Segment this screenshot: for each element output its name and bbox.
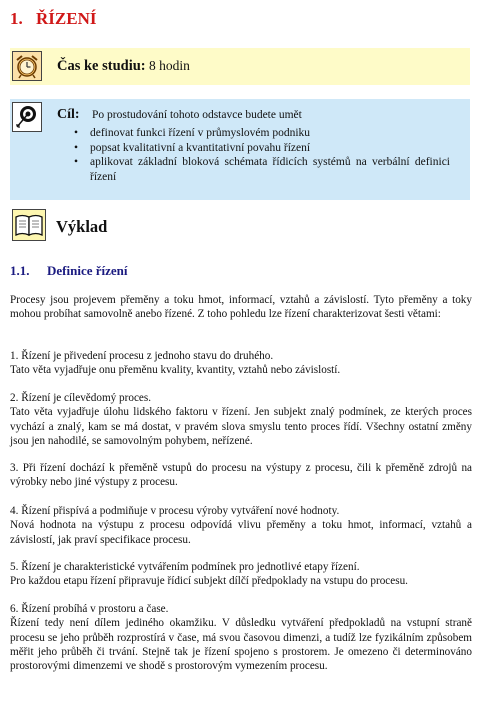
point-text: Řízení tedy není dílem jediného okamžiku. V důsledku vytváření předpokladů na vstupní straně procesu se jeho průběh rozprostírá v čase, má svou časovou dimenzi, a tudíž lze fyzikálním způsobem měřit jeho průběh či trvání. Stejně tak je řízení spojeno s prostorem. Je omezeno či determinováno prostorovými dimenzemi ve shodě s prostorovým vymezením procesu. — [10, 617, 472, 673]
point-6 — [10, 602, 472, 673]
study-time-text — [57, 58, 190, 75]
point-heading: 6. Řízení probíhá v prostoru a čase. — [10, 603, 169, 615]
point-heading: 3. Při řízení dochází k přeměně vstupů do procesu na výstupy z procesu, čili k přeměně zdrojů na výrobky nebo jiné výstupy z procesu. — [10, 462, 472, 489]
point-text: Pro každou etapu řízení připravuje řídicí subjekt dílčí předpoklady na vstupu do procesu. — [10, 575, 408, 588]
section-heading — [10, 263, 128, 279]
chapter-number: 1. — [10, 9, 23, 28]
point-text: Tato věta vyjadřuje onu přeměnu kvality, kvantity, vztahů nebo závislostí. — [10, 364, 341, 377]
point-heading: 4. Řízení přispívá a podmiňuje v procesu výroby vytváření nové hodnoty. — [10, 505, 340, 517]
goal-item: • aplikovat základní bloková schémata řídicích systémů na verbální definici řízení — [72, 155, 450, 184]
goal-item: • popsat kvalitativní a kvantitativní povahu řízení — [72, 141, 450, 156]
chapter-heading — [10, 9, 96, 29]
goal-item: • definovat funkci řízení v průmyslovém podniku — [72, 126, 450, 141]
point-heading: 1. Řízení je přivedení procesu z jednoho stavu do druhého. — [10, 350, 274, 362]
point-1 — [10, 349, 472, 378]
point-2 — [10, 391, 472, 448]
point-4 — [10, 504, 472, 547]
alarm-clock-icon — [12, 51, 42, 81]
study-time-box — [10, 48, 470, 85]
section-title: Definice řízení — [47, 263, 128, 278]
point-heading: 2. Řízení je cílevědomý proces. — [10, 392, 152, 404]
study-time-value: 8 hodin — [149, 58, 190, 73]
point-text: Tato věta vyjadřuje úlohu lidského faktoru v řízení. Jen subjekt znalý podmínek, ze kterých proces vychází a znalý, kam se má dostat, v pravém slova smyslu tento proces řídí. Všechny ostatní změny jsou jen nahodilé, se samovolným pohybem, neřízené. — [10, 406, 472, 447]
point-3 — [10, 461, 472, 490]
point-5 — [10, 560, 472, 589]
point-text: Nová hodnota na výstupu z procesu odpovídá vlivu přeměny a toku hmot, informací, vztahů a závislostí, jak praví specifikace procesu. — [10, 519, 472, 546]
goal-list — [72, 126, 450, 184]
open-book-icon — [12, 209, 46, 241]
target-icon — [12, 102, 42, 132]
intro-text: Procesy jsou projevem přeměny a toku hmot, informací, vztahů a závislostí. Tyto přeměny a toky mohou probíhat samovolně anebo řízené. Z toho pohledu lze řízení charakterizovat šesti větami: — [10, 294, 472, 321]
goal-box — [10, 99, 470, 200]
intro-paragraph — [10, 293, 472, 322]
explanation-heading: Výklad — [56, 217, 108, 236]
section-number: 1.1. — [10, 263, 30, 278]
goal-intro: Po prostudování tohoto odstavce budete umět — [92, 109, 302, 121]
study-time-label: Čas ke studiu: — [57, 58, 146, 74]
point-heading: 5. Řízení je charakteristické vytvářením podmínek pro jednotlivé etapy řízení. — [10, 561, 360, 573]
goal-label: Cíl: — [57, 107, 80, 122]
chapter-title: ŘÍZENÍ — [36, 9, 97, 28]
